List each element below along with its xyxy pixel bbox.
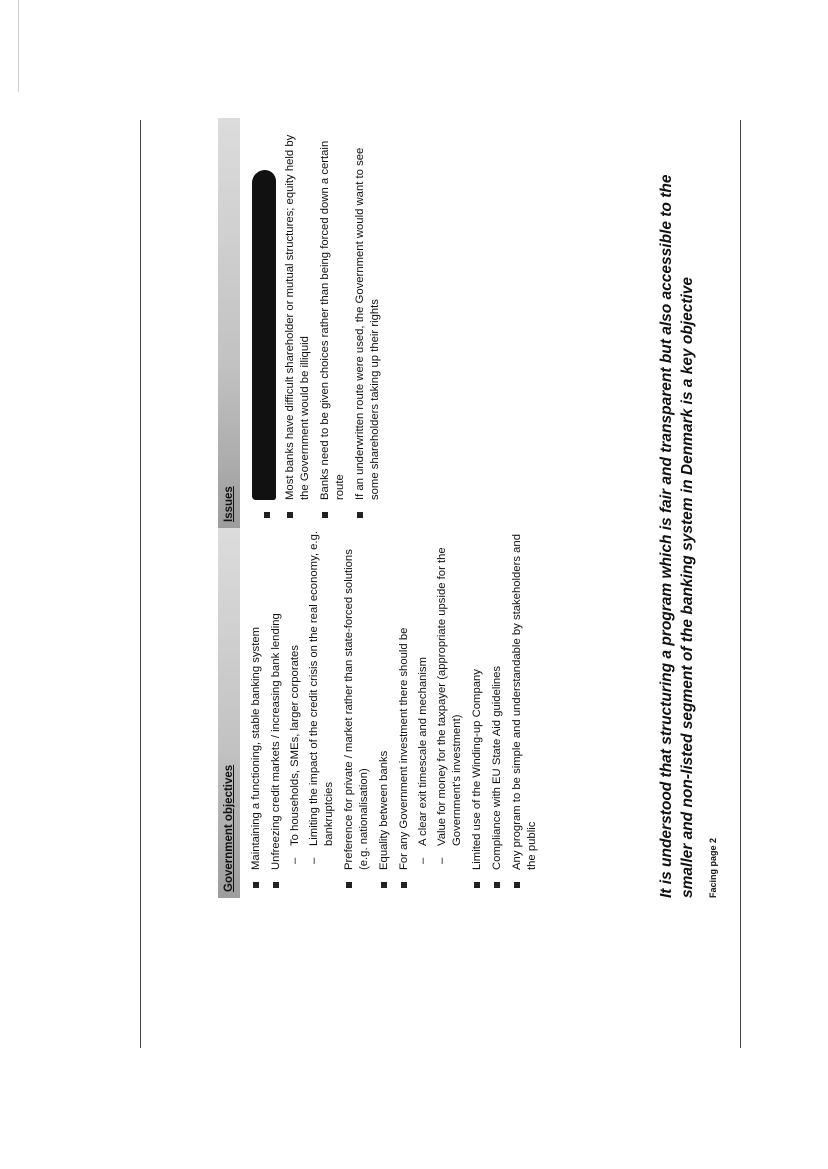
list-item bbox=[283, 118, 313, 528]
square-bullet-icon bbox=[264, 512, 270, 518]
objectives-list bbox=[240, 528, 540, 898]
facing-page-label: Facing page 2 bbox=[708, 837, 718, 898]
redaction-block bbox=[252, 170, 276, 500]
square-bullet-icon bbox=[253, 882, 259, 888]
list-subitem bbox=[307, 528, 337, 898]
list-item-text: Banks need to be given choices rather than being forced down a certain route bbox=[319, 140, 346, 500]
bottom-rule bbox=[740, 120, 741, 1048]
dash-bullet-icon: – bbox=[417, 857, 429, 864]
list-item bbox=[269, 528, 284, 898]
issues-header: Issues bbox=[218, 118, 240, 528]
government-objectives-panel bbox=[218, 528, 540, 898]
list-item-text: Value for money for the taxpayer (appropriate upside for the Government's investment) bbox=[436, 547, 463, 846]
square-bullet-icon bbox=[381, 882, 387, 888]
list-item-text: Limiting the impact of the credit crisis on the real economy, e.g. bankruptcies bbox=[308, 531, 335, 846]
list-item-text: Unfreezing credit markets / increasing bank lending bbox=[270, 613, 282, 870]
list-item-text: Equality between banks bbox=[378, 750, 390, 870]
square-bullet-icon bbox=[346, 882, 352, 888]
issues-panel bbox=[218, 118, 383, 528]
square-bullet-icon bbox=[514, 882, 520, 888]
list-item-text: If an underwritten route were used, the Government would want to see some shareholders taking up their rights bbox=[354, 147, 381, 500]
dash-bullet-icon: – bbox=[289, 857, 301, 864]
square-bullet-icon bbox=[474, 882, 480, 888]
list-item bbox=[470, 528, 485, 898]
government-objectives-header: Government objectives bbox=[218, 528, 240, 898]
list-item-text: A clear exit timescale and mechanism bbox=[417, 657, 429, 846]
list-subitem bbox=[435, 528, 465, 898]
list-item bbox=[377, 528, 392, 898]
list-item-text: Any program to be simple and understandable by stakeholders and the public bbox=[511, 534, 538, 870]
square-bullet-icon bbox=[401, 882, 407, 888]
list-item-text: To households, SMEs, larger corporates bbox=[289, 645, 301, 846]
list-item bbox=[318, 118, 348, 528]
square-bullet-icon bbox=[322, 512, 328, 518]
list-item-text: Compliance with EU State Aid guidelines bbox=[491, 665, 503, 870]
list-item bbox=[342, 528, 372, 898]
list-item-text: Maintaining a functioning, stable banking system bbox=[250, 626, 262, 870]
list-item-text: Preference for private / market rather than state-forced solutions (e.g. nationalisation) bbox=[343, 549, 370, 870]
issues-list bbox=[240, 118, 383, 528]
top-rule bbox=[140, 120, 141, 1048]
list-subitem bbox=[416, 528, 431, 898]
conclusion-statement: It is understood that structuring a program which is fair and transparent but also accessible to the smaller and non-listed segment of the banking system in Denmark is a key objective bbox=[658, 174, 696, 898]
square-bullet-icon bbox=[357, 512, 363, 518]
list-item bbox=[490, 528, 505, 898]
rotated-slide bbox=[140, 118, 760, 1048]
redacted-list-item bbox=[252, 118, 278, 528]
list-item bbox=[510, 528, 540, 898]
list-item-text: Most banks have difficult shareholder or mutual structures; equity held by the Government would be illiquid bbox=[284, 134, 311, 500]
dash-bullet-icon: – bbox=[436, 857, 448, 864]
list-item bbox=[249, 528, 264, 898]
list-item bbox=[397, 528, 412, 898]
square-bullet-icon bbox=[494, 882, 500, 888]
square-bullet-icon bbox=[273, 882, 279, 888]
list-subitem bbox=[288, 528, 303, 898]
list-item-text: Limited use of the Winding-up Company bbox=[471, 669, 483, 870]
dash-bullet-icon: – bbox=[308, 857, 320, 864]
list-item bbox=[353, 118, 383, 528]
scan-edge-line bbox=[18, 0, 19, 92]
list-item-text: For any Government investment there should be bbox=[398, 627, 410, 870]
square-bullet-icon bbox=[287, 512, 293, 518]
